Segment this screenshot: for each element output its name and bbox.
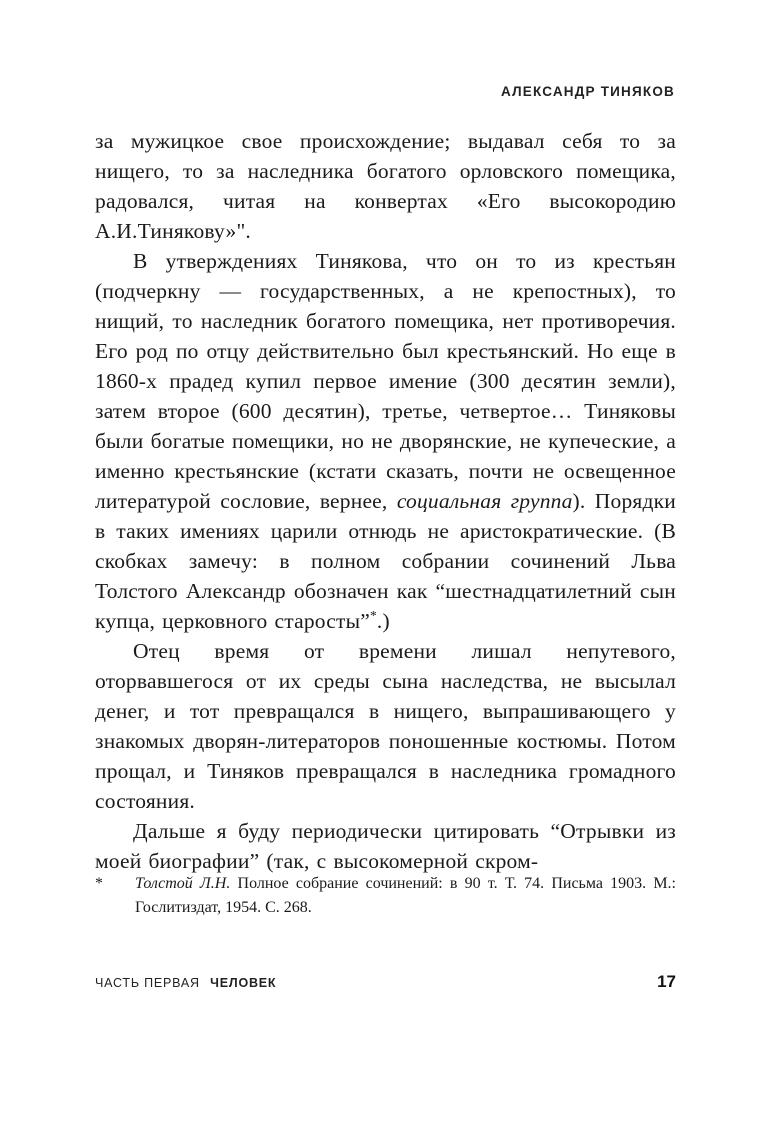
footer-part-title: ЧЕЛОВЕК	[210, 976, 277, 990]
footer-part-label: ЧАСТЬ ПЕРВАЯ	[95, 976, 200, 990]
body-paragraph	[95, 246, 676, 636]
text-segment: ). Порядки в таких имениях царили отнюдь не аристократические. (В скобках замечу: в полном собрании сочинений Льва Толстого Александр обозначен как “шестнадцатилетний сын купца, церковного старосты”	[95, 489, 676, 633]
text-segment: социальная группа	[396, 489, 573, 513]
text-segment: за мужицкое свое происхождение; выдавал себя то за нищего, то за наследника богатого орловского помещика, радовался, читая на конвертах «Его высокородию А.И.Тинякову»".	[95, 129, 676, 243]
text-segment: .)	[376, 609, 390, 633]
footnote-text	[135, 872, 676, 920]
text-segment: Отец время от времени лишал непутевого, оторвавшегося от их среды сына наследства, не высылал денег, и тот превращался в нищего, выпрашивающего у знакомых дворян-литераторов поношенные костюмы. Потом прощал, и Тиняков превращался в наследника громадного состояния.	[95, 639, 676, 813]
footer-part-heading	[95, 976, 276, 990]
page-number: 17	[657, 972, 676, 991]
body-paragraph	[95, 126, 676, 246]
text-segment: В утверждениях Тинякова, что он то из крестьян (подчеркну — государственных, а не крепостных), то нищий, то наследник богатого помещика, нет противоречия. Его род по отцу действительно был крестьянский. Но еще в 1860-х прадед купил первое имение (300 десятин земли), затем второе (600 десятин), третье, четвертое… Тиняковы были богатые помещики, но не дворянские, не купеческие, а именно крестьянские (кстати сказать, почти не освещенное литературой сословие, вернее,	[95, 249, 676, 513]
page-footer	[95, 972, 676, 992]
text-segment: Толстой Л.Н.	[135, 875, 231, 892]
text-segment: Полное собрание сочинений: в 90 т. Т. 74. Письма 1903. М.: Гослитиздат, 1954. С. 268.	[135, 875, 677, 916]
running-head: АЛЕКСАНДР ТИНЯКОВ	[500, 84, 675, 99]
footnote-ref-marker: *	[370, 607, 377, 623]
footnote-marker: *	[95, 875, 103, 892]
text-segment: Дальше я буду периодически цитировать “Отрывки из моей биографии” (так, с высокомерной скром-	[95, 819, 676, 873]
body-paragraph	[95, 636, 676, 816]
footnote	[95, 872, 676, 920]
body-paragraph	[95, 816, 676, 876]
body-text	[95, 126, 676, 876]
